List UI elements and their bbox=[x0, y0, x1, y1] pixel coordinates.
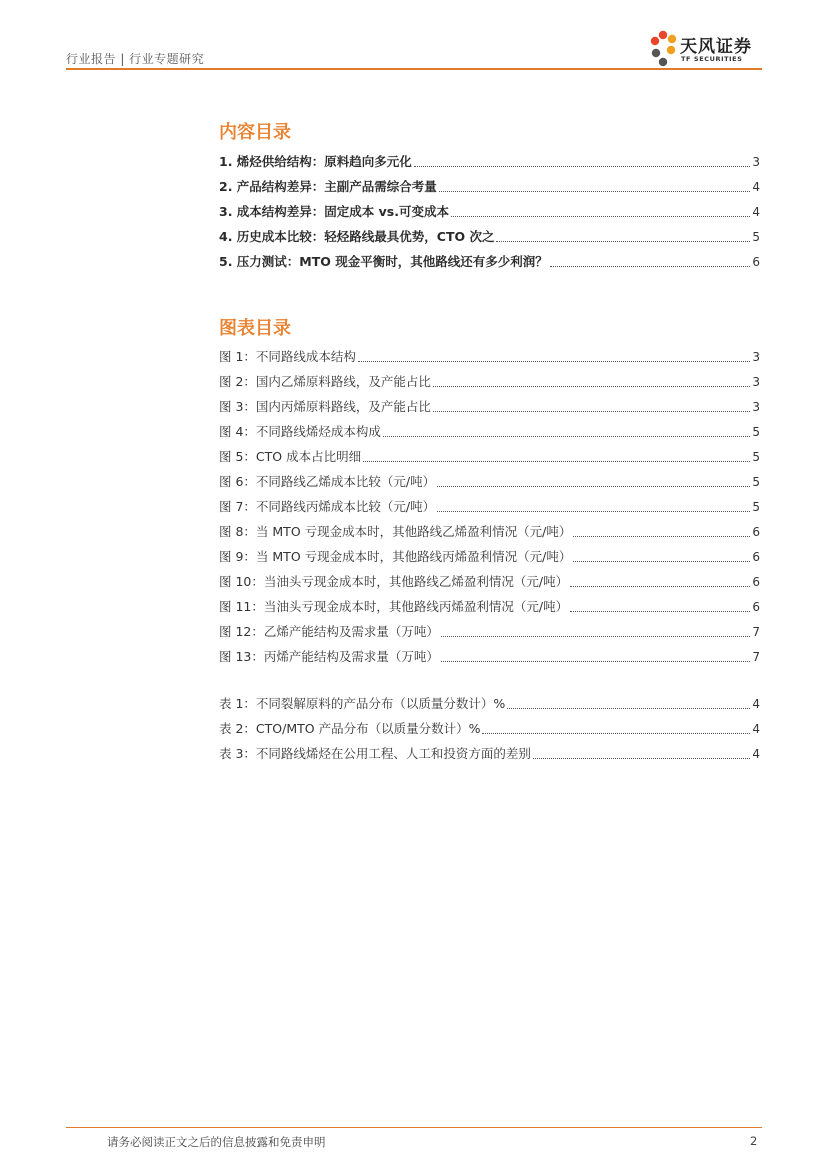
table-item[interactable] bbox=[219, 692, 760, 712]
table-item-text: 表 3：不同路线烯烃在公用工程、人工和投资方面的差别 bbox=[219, 746, 531, 761]
figure-item-text: 图 12：乙烯产能结构及需求量（万吨） bbox=[219, 624, 439, 639]
leader-dots bbox=[433, 410, 750, 412]
figure-item-text: 图 2：国内乙烯原料路线，及产能占比 bbox=[219, 374, 431, 389]
leader-dots bbox=[437, 485, 750, 487]
figure-item-page: 5 bbox=[752, 475, 760, 489]
figure-item[interactable] bbox=[219, 470, 760, 490]
figure-item-page: 5 bbox=[752, 450, 760, 464]
leader-dots bbox=[451, 215, 750, 217]
figure-item-text: 图 1：不同路线成本结构 bbox=[219, 349, 356, 364]
figure-item-text: 图 13：丙烯产能结构及需求量（万吨） bbox=[219, 649, 439, 664]
figure-item[interactable] bbox=[219, 420, 760, 440]
leader-dots bbox=[482, 732, 750, 734]
figure-item-text: 图 11：当油头亏现金成本时，其他路线丙烯盈利情况（元/吨） bbox=[219, 599, 569, 614]
figure-item-page: 5 bbox=[752, 425, 760, 439]
figure-item-page: 6 bbox=[752, 550, 760, 564]
figure-item-text: 图 10：当油头亏现金成本时，其他路线乙烯盈利情况（元/吨） bbox=[219, 574, 569, 589]
leader-dots bbox=[573, 535, 750, 537]
figure-item-page: 5 bbox=[752, 500, 760, 514]
leader-dots bbox=[533, 757, 750, 759]
figure-item-text: 图 5：CTO 成本占比明细 bbox=[219, 449, 362, 464]
logo-text-cn: 天风证券 bbox=[680, 37, 752, 57]
leader-dots bbox=[441, 635, 750, 637]
figure-item-page: 3 bbox=[752, 350, 760, 364]
toc-item-text: 2. 产品结构差异：主副产品需综合考量 bbox=[219, 179, 437, 194]
table-item-text: 表 2：CTO/MTO 产品分布（以质量分数计）% bbox=[219, 721, 481, 736]
leader-dots bbox=[570, 610, 750, 612]
leader-dots bbox=[363, 460, 750, 462]
figure-item[interactable] bbox=[219, 445, 760, 465]
contents-title: 内容目录 bbox=[219, 122, 291, 143]
leader-dots bbox=[439, 190, 751, 192]
toc-item-text: 4. 历史成本比较：轻烃路线最具优势，CTO 次之 bbox=[219, 229, 495, 244]
footer-disclaimer: 请务必阅读正文之后的信息披露和免责申明 bbox=[107, 1135, 326, 1149]
leader-dots bbox=[441, 660, 750, 662]
leader-dots bbox=[550, 265, 751, 267]
figure-item-page: 7 bbox=[752, 625, 760, 639]
figure-item-text: 图 9：当 MTO 亏现金成本时，其他路线丙烯盈利情况（元/吨） bbox=[219, 549, 572, 564]
figure-item-text: 图 7：不同路线丙烯成本比较（元/吨） bbox=[219, 499, 436, 514]
leader-dots bbox=[573, 560, 750, 562]
table-item[interactable] bbox=[219, 742, 760, 762]
toc-item-page: 4 bbox=[752, 205, 760, 219]
toc-item-page: 4 bbox=[752, 180, 760, 194]
leader-dots bbox=[358, 360, 750, 362]
footer-divider bbox=[66, 1127, 762, 1128]
figure-item-text: 图 3：国内丙烯原料路线，及产能占比 bbox=[219, 399, 431, 414]
table-item-page: 4 bbox=[752, 697, 760, 711]
figure-item-text: 图 4：不同路线烯烃成本构成 bbox=[219, 424, 381, 439]
toc-item-text: 1. 烯烃供给结构：原料趋向多元化 bbox=[219, 154, 412, 169]
toc-item-text: 5. 压力测试：MTO 现金平衡时，其他路线还有多少利润？ bbox=[219, 254, 548, 269]
table-item-page: 4 bbox=[752, 722, 760, 736]
figure-item[interactable] bbox=[219, 645, 760, 665]
figure-item[interactable] bbox=[219, 345, 760, 365]
toc-item[interactable] bbox=[219, 250, 760, 270]
toc-item[interactable] bbox=[219, 175, 760, 195]
page-number: 2 bbox=[750, 1134, 758, 1148]
figure-item[interactable] bbox=[219, 620, 760, 640]
toc-item-page: 6 bbox=[752, 255, 760, 269]
toc-item[interactable] bbox=[219, 200, 760, 220]
toc-item-text: 3. 成本结构差异：固定成本 vs.可变成本 bbox=[219, 204, 449, 219]
flower-logo-icon bbox=[650, 26, 680, 72]
toc-item[interactable] bbox=[219, 150, 760, 170]
toc-item-page: 5 bbox=[752, 230, 760, 244]
figure-item[interactable] bbox=[219, 495, 760, 515]
figure-item[interactable] bbox=[219, 395, 760, 415]
leader-dots bbox=[437, 510, 750, 512]
toc-item[interactable] bbox=[219, 225, 760, 245]
leader-dots bbox=[414, 165, 751, 167]
company-logo bbox=[650, 26, 765, 72]
table-item-text: 表 1：不同裂解原料的产品分布（以质量分数计）% bbox=[219, 696, 506, 711]
header-breadcrumb: 行业报告 | 行业专题研究 bbox=[66, 52, 205, 66]
leader-dots bbox=[433, 385, 750, 387]
figure-item[interactable] bbox=[219, 370, 760, 390]
figures-title: 图表目录 bbox=[219, 318, 291, 339]
figure-item-page: 3 bbox=[752, 375, 760, 389]
toc-item-page: 3 bbox=[752, 155, 760, 169]
leader-dots bbox=[496, 240, 750, 242]
table-item-page: 4 bbox=[752, 747, 760, 761]
leader-dots bbox=[383, 435, 750, 437]
leader-dots bbox=[507, 707, 750, 709]
figure-item[interactable] bbox=[219, 595, 760, 615]
leader-dots bbox=[570, 585, 750, 587]
logo-text-en: TF SECURITIES bbox=[681, 55, 743, 63]
table-item[interactable] bbox=[219, 717, 760, 737]
figure-item-page: 6 bbox=[752, 525, 760, 539]
figure-item[interactable] bbox=[219, 520, 760, 540]
figure-item-text: 图 6：不同路线乙烯成本比较（元/吨） bbox=[219, 474, 436, 489]
figure-item-page: 7 bbox=[752, 650, 760, 664]
figure-item[interactable] bbox=[219, 570, 760, 590]
figure-item-page: 6 bbox=[752, 575, 760, 589]
figure-item-page: 3 bbox=[752, 400, 760, 414]
figure-item[interactable] bbox=[219, 545, 760, 565]
figure-item-text: 图 8：当 MTO 亏现金成本时，其他路线乙烯盈利情况（元/吨） bbox=[219, 524, 572, 539]
figure-item-page: 6 bbox=[752, 600, 760, 614]
